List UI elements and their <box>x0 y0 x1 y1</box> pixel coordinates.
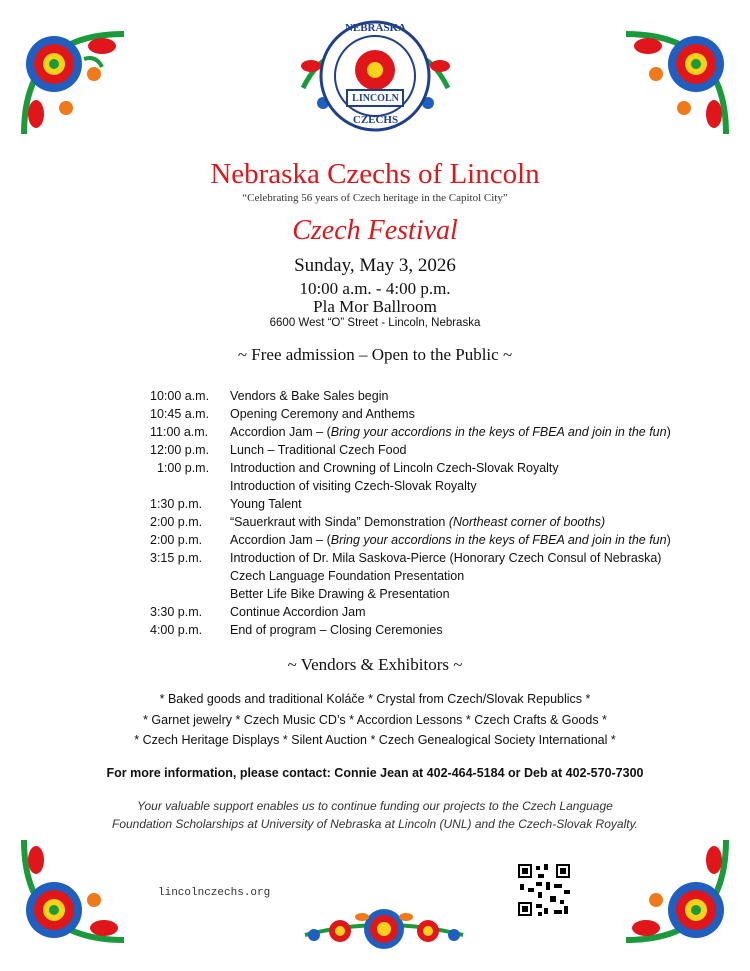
schedule-list <box>150 387 710 639</box>
schedule-note: Bring your accordions in the keys of FBEA and join in the fun <box>330 425 667 439</box>
schedule-row <box>150 585 710 603</box>
schedule-row <box>150 495 710 513</box>
vendor-line: * Garnet jewelry * Czech Music CD’s * Accordion Lessons * Czech Crafts & Goods * <box>143 713 607 727</box>
event-date: Sunday, May 3, 2026 <box>294 255 456 276</box>
schedule-row <box>150 387 710 405</box>
admission-note: ~ Free admission – Open to the Public ~ <box>237 345 513 364</box>
org-title: Nebraska Czechs of Lincoln <box>210 158 540 190</box>
schedule-time: 2:00 p.m. <box>150 515 203 529</box>
schedule-row <box>150 423 710 441</box>
vendors-heading: ~ Vendors & Exhibitors ~ <box>287 655 463 674</box>
vendor-line: * Czech Heritage Displays * Silent Auction * Czech Genealogical Society International * <box>134 733 616 747</box>
corner-floral-top-right <box>616 24 736 144</box>
schedule-text: Introduction of Dr. Mila Saskova-Pierce (Honorary Czech Consul of Nebraska) <box>230 551 662 565</box>
schedule-note: Bring your accordions in the keys of FBEA and join in the fun <box>330 533 667 547</box>
logo-bottom-text: CZECHS <box>352 114 399 126</box>
schedule-time: 12:00 p.m. <box>150 443 210 457</box>
schedule-after: ) <box>666 533 671 547</box>
schedule-text: Better Life Bike Drawing & Presentation <box>230 587 450 601</box>
schedule-time: 1:00 p.m. <box>150 461 210 475</box>
event-venue: Pla Mor Ballroom <box>313 297 437 316</box>
event-time: 10:00 a.m. - 4:00 p.m. <box>299 279 451 298</box>
event-address: 6600 West “O” Street - Lincoln, Nebraska <box>269 317 481 329</box>
schedule-text: Czech Language Foundation Presentation <box>230 569 465 583</box>
schedule-row <box>150 531 710 549</box>
schedule-text: Introduction of visiting Czech-Slovak Royalty <box>230 479 477 493</box>
schedule-text: Accordion Jam – ( <box>230 425 331 439</box>
schedule-row <box>150 513 710 531</box>
support-note <box>0 797 750 833</box>
vendor-line: * Baked goods and traditional Koláče * Crystal from Czech/Slovak Republics * <box>159 692 591 706</box>
festival-title: Czech Festival <box>292 215 458 246</box>
schedule-note: (Northeast corner of booths) <box>448 515 606 529</box>
schedule-text: Continue Accordion Jam <box>230 605 366 619</box>
corner-floral-bottom-right <box>616 830 736 950</box>
schedule-text: Vendors & Bake Sales begin <box>230 389 389 403</box>
schedule-text: Opening Ceremony and Anthems <box>230 407 415 421</box>
logo-middle-text: LINCOLN <box>352 93 399 104</box>
tagline: “Celebrating 56 years of Czech heritage in the Capitol City” <box>242 192 508 204</box>
schedule-time: 2:00 p.m. <box>150 533 203 547</box>
schedule-text: Accordion Jam – ( <box>230 533 331 547</box>
schedule-row <box>150 477 710 495</box>
schedule-time: 10:00 a.m. <box>150 389 210 403</box>
corner-floral-bottom-left <box>14 830 134 950</box>
schedule-row <box>150 459 710 477</box>
schedule-row <box>150 603 710 621</box>
schedule-row <box>150 441 710 459</box>
schedule-after: ) <box>666 425 671 439</box>
schedule-time: 11:00 a.m. <box>150 425 209 439</box>
schedule-text: Young Talent <box>230 497 302 511</box>
corner-floral-top-left <box>14 24 134 144</box>
contact-info: For more information, please contact: Connie Jean at 402-464-5184 or Deb at 402-570-7300 <box>106 766 644 780</box>
logo-top-text: NEBRASKA <box>344 22 407 34</box>
schedule-row <box>150 549 710 567</box>
schedule-time: 3:30 p.m. <box>150 605 203 619</box>
schedule-row <box>150 621 710 639</box>
schedule-time: 10:45 a.m. <box>150 407 210 421</box>
schedule-text: Introduction and Crowning of Lincoln Czech-Slovak Royalty <box>230 461 559 475</box>
schedule-row <box>150 567 710 585</box>
schedule-text: Lunch – Traditional Czech Food <box>230 443 407 457</box>
qr-code[interactable] <box>516 862 572 918</box>
schedule-time: 1:30 p.m. <box>150 497 203 511</box>
schedule-time: 4:00 p.m. <box>150 623 203 637</box>
schedule-time: 3:15 p.m. <box>150 551 203 565</box>
schedule-text: End of program – Closing Ceremonies <box>230 623 443 637</box>
website-link[interactable]: lincolnczechs.org <box>158 887 271 899</box>
support-line-2: Foundation Scholarships at University of Nebraska at Lincoln (UNL) and the Czech-Slovak Royalty. <box>111 817 639 831</box>
schedule-text: “Sauerkraut with Sinda” Demonstration <box>230 515 449 529</box>
bottom-floral-ornament <box>300 895 468 955</box>
schedule-row <box>150 405 710 423</box>
support-line-1: Your valuable support enables us to continue funding our projects to the Czech Language <box>137 799 613 813</box>
